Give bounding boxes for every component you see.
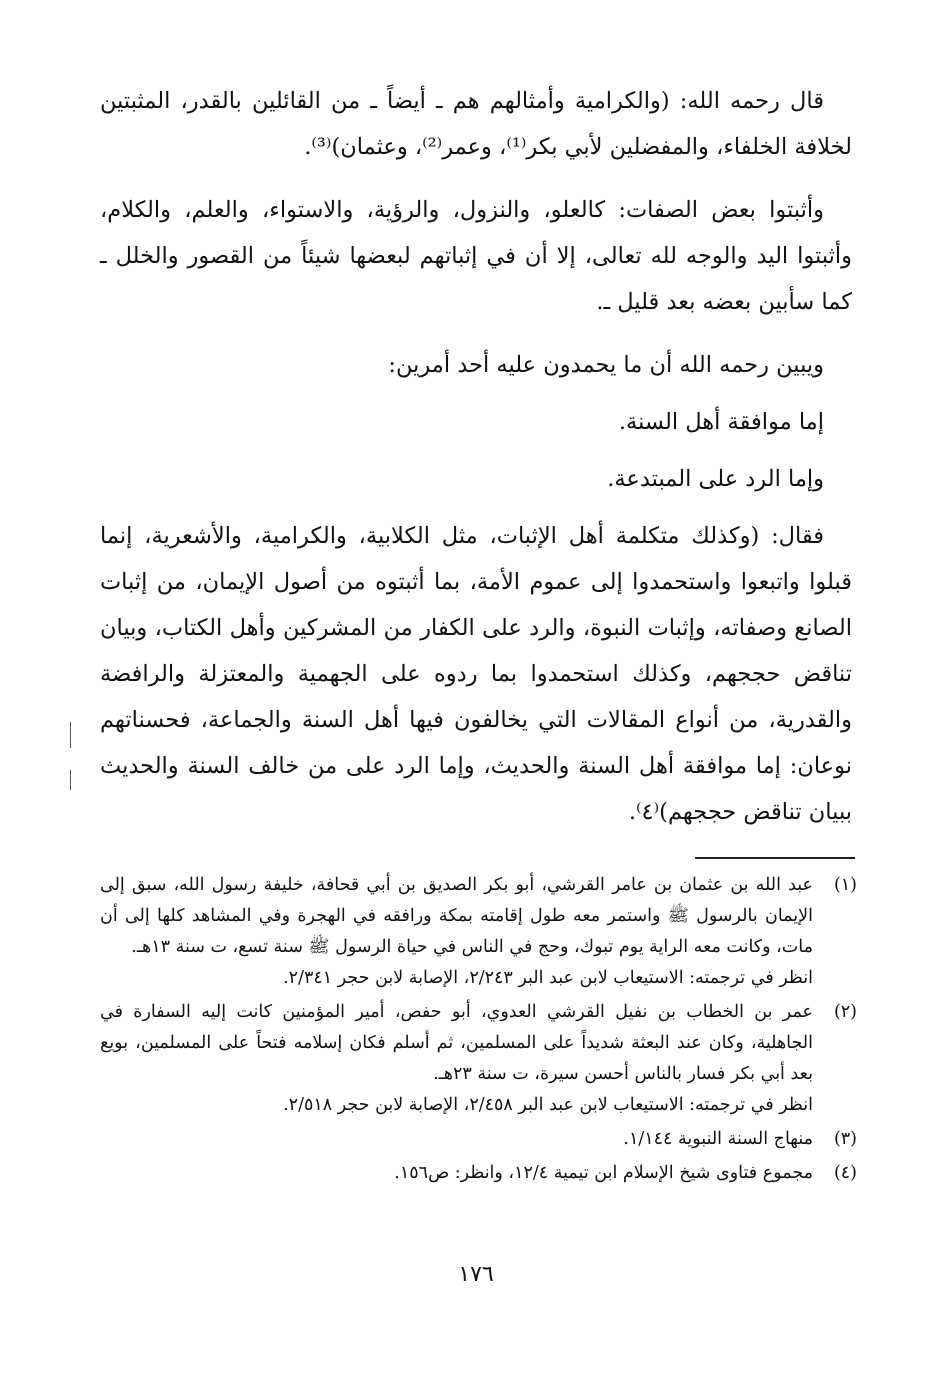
footnote-body: [100, 870, 813, 994]
footnote: [100, 1158, 857, 1189]
footnote-number: (٣): [833, 1129, 857, 1149]
footnote-number: (٢): [833, 1002, 857, 1022]
paragraph: وإما الرد على المبتدعة.: [607, 466, 824, 492]
footnote-text: عمر بن الخطاب بن نفيل القرشي العدوي، أبو حفص، أمير المؤمنين كانت إليه السفارة في الجاهلية، وكان عند البعثة شديداً على المسلمين، ثم أسلم فكان إسلامه فتحاً على المسلمين، بويع بعد أبي بكر فسار بالناس أحسن سيرة، ت سنة ٢٣هـ.: [100, 1002, 813, 1084]
footnote-number: (٤): [833, 1163, 857, 1183]
footnote: [100, 870, 857, 994]
footnote-body: [100, 1124, 813, 1155]
footnote-text: عبد الله بن عثمان بن عامر القرشي، أبو بكر الصديق بن أبي قحافة، خليفة رسول الله، سبق إلى الإيمان بالرسول ﷺ واستمر معه طول إقامته بمكة ورافقه في الهجرة وفي المشاهد كلها إلى أن مات، وكانت معه الراية يوم تبوك، وحج في الناس في حياة الرسول ﷺ سنة تسع، ت سنة ١٣هـ.: [100, 875, 813, 957]
footnote-text: منهاج السنة النبوية ١/١٤٤.: [623, 1129, 813, 1149]
margin-mark: [70, 722, 71, 748]
footnote-separator: [695, 857, 855, 859]
paragraph: قال رحمه الله: (والكرامية وأمثالهم هم ـ أيضاً ـ من القائلين بالقدر، المثبتين لخلافة الخلفاء، والمفضلين لأبي بكر⁽¹⁾، وعمر⁽²⁾، وعثمان)⁽³⁾.: [100, 88, 852, 160]
footnote-reference: انظر في ترجمته: الاستيعاب لابن عبد البر ٢/٤٥٨، الإصابة لابن حجر ٢/٥١٨.: [283, 1095, 813, 1115]
footnote: [100, 997, 857, 1121]
paragraph: فقال: (وكذلك متكلمة أهل الإثبات، مثل الكلابية، والكرامية، والأشعرية، إنما قبلوا واتبعوا واستحمدوا إلى عموم الأمة، بما أثبتوه من أصول الإيمان، من إثبات الصانع وصفاته، وإثبات النبوة، والرد على الكفار من المشركين وأهل الكتاب، وبيان تناقض حججهم، وكذلك استحمدوا بما ردوه على الجهمية والمعتزلة والرافضة والقدرية، من أنواع المقالات التي يخالفون فيها أهل السنة والجماعة، فحسناتهم نوعان: إما موافقة أهل السنة والحديث، وإما الرد على من خالف السنة والحديث ببيان تناقض حججهم)⁽٤⁾.: [100, 523, 852, 825]
footnote: [100, 1124, 857, 1155]
paragraph: ويبين رحمه الله أن ما يحمدون عليه أحد أمرين:: [388, 352, 824, 378]
footnote-reference: انظر في ترجمته: الاستيعاب لابن عبد البر ٢/٢٤٣، الإصابة لابن حجر ٢/٣٤١.: [283, 968, 813, 988]
footnote-text: مجموع فتاوى شيخ الإسلام ابن تيمية ١٢/٤، وانظر: ص١٥٦.: [394, 1163, 813, 1183]
footnote-body: [100, 1158, 813, 1189]
paragraph: وأثبتوا بعض الصفات: كالعلو، والنزول، والرؤية، والاستواء، والعلم، والكلام، وأثبتوا اليد والوجه لله تعالى، إلا أن في إثباتهم لبعضها شيئاً من القصور والخلل ـ كما سأبين بعضه بعد قليل ـ.: [100, 197, 852, 315]
page-number: ١٧٦: [458, 1262, 494, 1287]
footnotes: [100, 870, 857, 1192]
footnote-body: [100, 997, 813, 1121]
footnote-number: (١): [833, 875, 857, 895]
margin-mark: [70, 770, 71, 790]
main-text: [100, 78, 852, 852]
paragraph: إما موافقة أهل السنة.: [618, 409, 824, 435]
